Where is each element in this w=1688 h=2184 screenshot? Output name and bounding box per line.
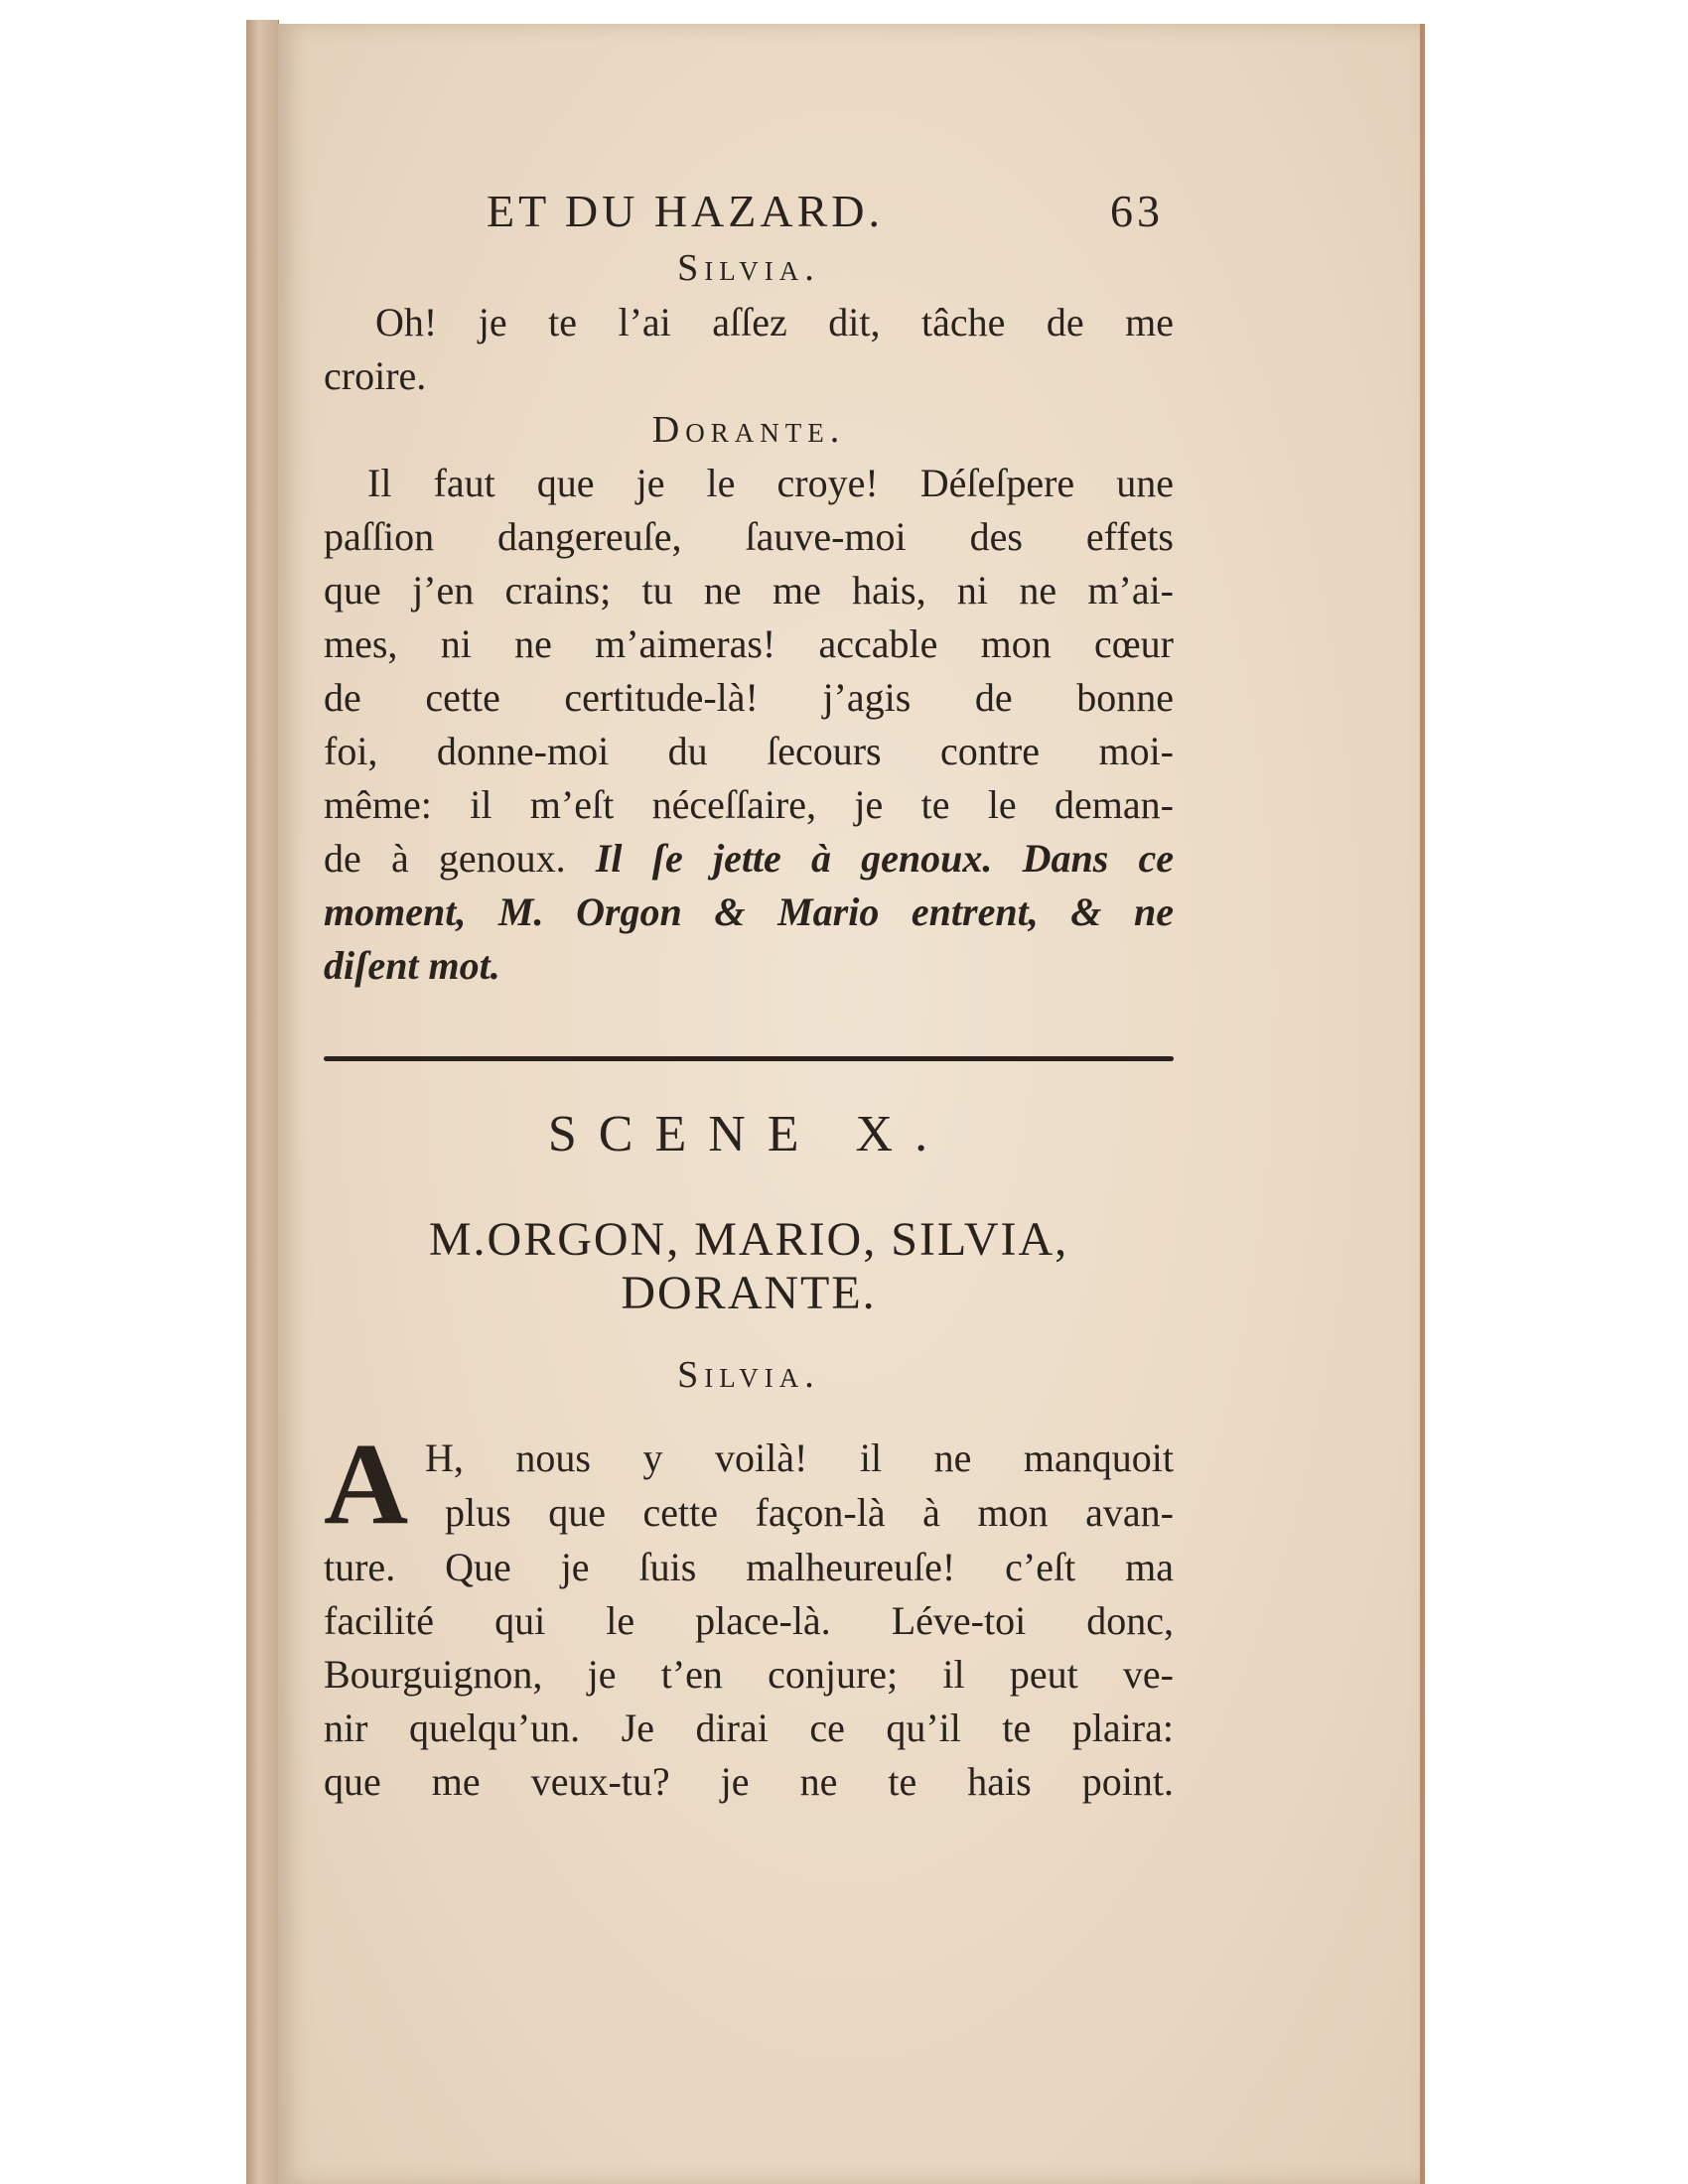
text-line: même: il m’eſt néceſſaire, je te le deman- bbox=[324, 782, 1174, 827]
page-number: 63 bbox=[1110, 186, 1164, 236]
speaker-silvia: Silvia. bbox=[677, 1354, 820, 1396]
book-spine-edge bbox=[246, 20, 279, 2184]
text-line: de cette certitude-là! j’agis de bonne bbox=[324, 675, 1174, 720]
roman-text: de à genoux. bbox=[324, 836, 566, 881]
stage-direction-line: moment, M. Orgon & Mario entrent, & ne bbox=[324, 889, 1174, 934]
text-line: que me veux-tu? je ne te hais point. bbox=[324, 1759, 1174, 1804]
text-line: facilité qui le place-là. Léve-toi donc, bbox=[324, 1598, 1174, 1643]
text-line: que j’en crains; tu ne me hais, ni ne m’ai- bbox=[324, 568, 1174, 613]
book-page bbox=[278, 24, 1425, 2184]
text-line: croire. bbox=[324, 353, 427, 398]
stage-direction-text: Il ſe jette à genoux. Dans ce bbox=[595, 836, 1174, 881]
text-line: nir quelqu’un. Je dirai ce qu’il te plaira: bbox=[324, 1706, 1174, 1750]
text-line: Oh! je te l’ai aſſez dit, tâche de me bbox=[375, 300, 1174, 344]
running-title: ET DU HAZARD. bbox=[487, 186, 884, 236]
text-line: H, nous y voilà! il ne manquoit bbox=[425, 1435, 1174, 1480]
text-line: Il faut que je le croye! Déſeſpere une bbox=[367, 461, 1174, 505]
section-divider-rule bbox=[324, 1056, 1174, 1061]
stage-direction-line: diſent mot. bbox=[324, 943, 500, 988]
speaker-silvia: Silvia. bbox=[677, 247, 820, 289]
text-line-mixed bbox=[324, 834, 1174, 884]
text-line: Bourguignon, je t’en conjure; il peut ve- bbox=[324, 1652, 1174, 1697]
text-line: paſſion dangereuſe, ſauve-moi des effets bbox=[324, 514, 1174, 559]
scene-title: SCENE X. bbox=[547, 1106, 950, 1162]
scene-characters: DORANTE. bbox=[621, 1267, 877, 1319]
text-line: foi, donne-moi du ſecours contre moi- bbox=[324, 729, 1174, 773]
drop-cap: A bbox=[324, 1419, 409, 1549]
text-line: ture. Que je ſuis malheureuſe! c’eſt ma bbox=[324, 1545, 1174, 1589]
scene-characters: M.ORGON, MARIO, SILVIA, bbox=[428, 1213, 1069, 1266]
text-line: plus que cette façon-là à mon avan- bbox=[445, 1490, 1174, 1535]
text-line: mes, ni ne m’aimeras! accable mon cœur bbox=[324, 621, 1174, 666]
speaker-dorante: Dorante. bbox=[651, 409, 846, 451]
